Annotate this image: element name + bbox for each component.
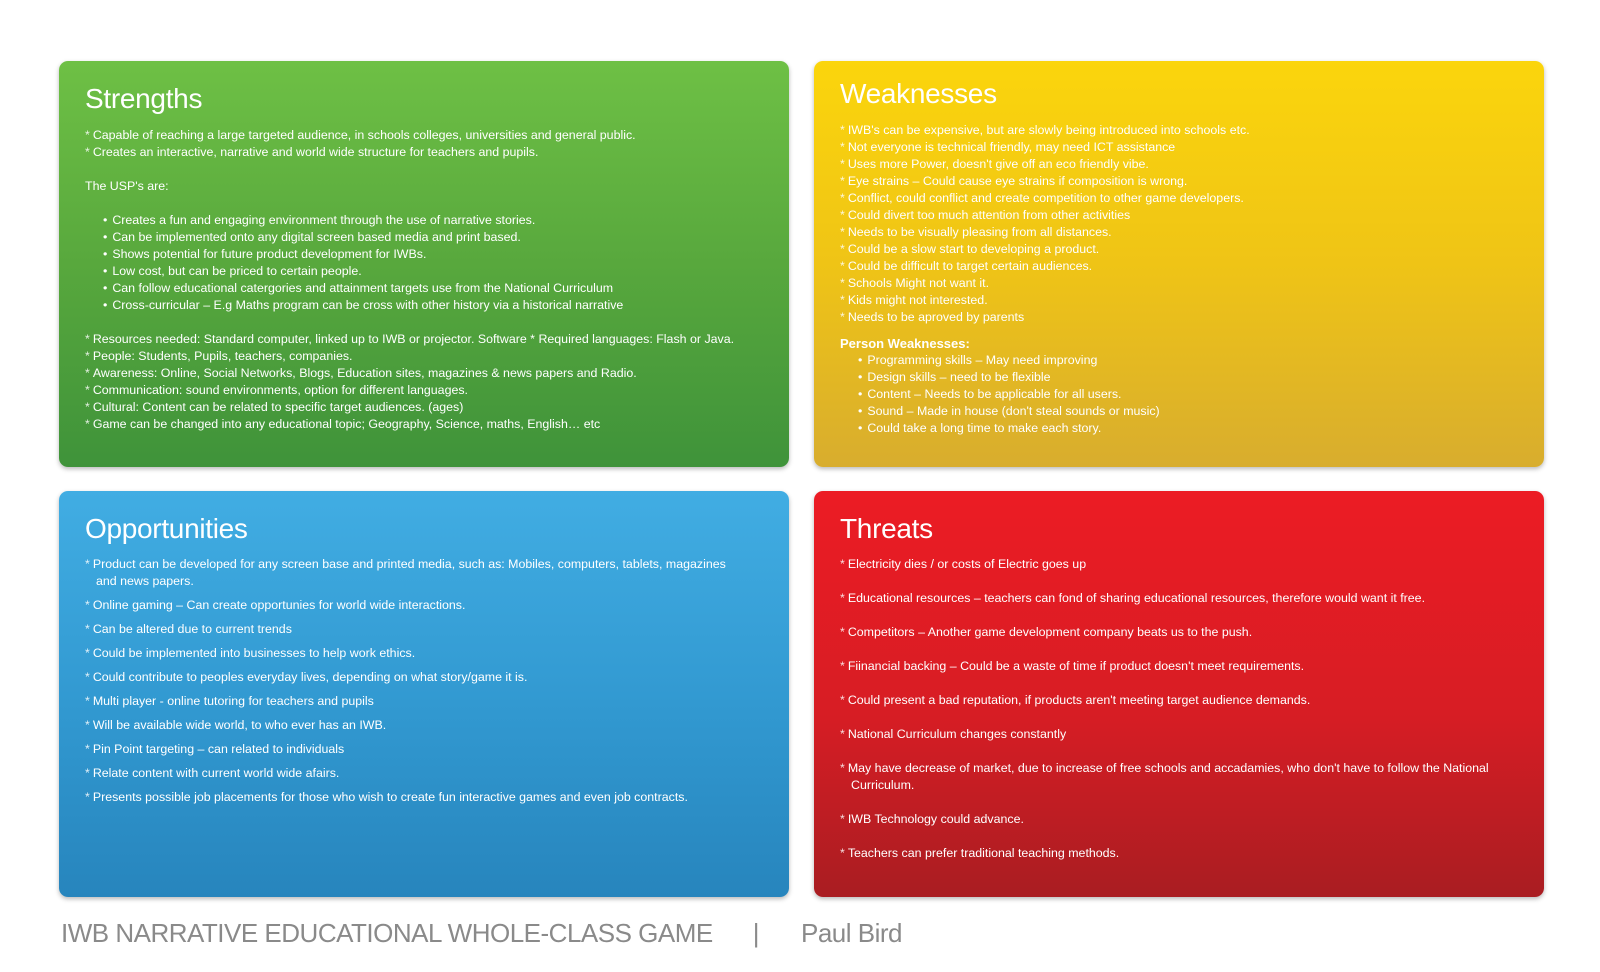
strengths-title: Strengths (85, 83, 203, 114)
weakness-item: * Could be difficult to target certain audiences. (840, 259, 1093, 273)
weakness-item: * Eye strains – Could cause eye strains if composition is wrong. (840, 174, 1188, 188)
weakness-item: * Kids might not interested. (840, 293, 988, 307)
weakness-item: * Could be a slow start to developing a product. (840, 242, 1100, 256)
opportunity-item: * Could contribute to peoples everyday lives, depending on what story/game it is. (85, 670, 528, 684)
opportunity-item: * Can be altered due to current trends (85, 622, 292, 636)
weakness-item: * Schools Might not want it. (840, 276, 990, 290)
person-weakness-item: • Content – Needs to be applicable for all users. (840, 386, 1518, 403)
footer (61, 918, 902, 949)
threat-item: * Fiinancial backing – Could be a waste of time if product doesn't meet requirements. (840, 659, 1305, 673)
threat-item: * Competitors – Another game development company beats us to the push. (840, 625, 1253, 639)
strengths-panel (59, 61, 789, 467)
weaknesses-content (840, 122, 1518, 437)
opportunity-item: * Could be implemented into businesses to help work ethics. (85, 646, 416, 660)
threat-item: * Teachers can prefer traditional teaching methods. (840, 846, 1120, 860)
opportunities-content (85, 556, 763, 806)
person-weakness-item: • Sound – Made in house (don't steal sounds or music) (840, 403, 1518, 420)
person-weakness-item: • Could take a long time to make each story. (840, 420, 1518, 437)
person-weakness-item: • Programming skills – May need improving (840, 352, 1518, 369)
usp-heading: The USP's are: (85, 179, 169, 193)
weakness-item: * Needs to be aproved by parents (840, 310, 1025, 324)
weakness-item: * Could divert too much attention from other activities (840, 208, 1131, 222)
usp-item: • Shows potential for future product development for IWBs. (85, 246, 763, 263)
threats-content (840, 556, 1518, 862)
strengths-detail-item: * Cultural: Content can be related to specific target audiences. (ages) (85, 400, 464, 414)
opportunity-item: * Pin Point targeting – can related to individuals (85, 742, 345, 756)
weaknesses-panel (814, 61, 1544, 467)
weakness-item: * Conflict, could conflict and create competition to other game developers. (840, 191, 1244, 205)
person-weakness-item: • Design skills – need to be flexible (840, 369, 1518, 386)
threat-item: * Educational resources – teachers can fond of sharing educational resources, therefore would want it free. (840, 591, 1426, 605)
threat-item: * May have decrease of market, due to increase of free schools and accadamies, who don't have to follow the National Curriculum. (840, 761, 1489, 792)
usp-item: • Can be implemented onto any digital screen based media and print based. (85, 229, 763, 246)
opportunity-item: * Relate content with current world wide afairs. (85, 766, 340, 780)
threat-item: * Could present a bad reputation, if products aren't meeting target audience demands. (840, 693, 1311, 707)
opportunity-item: * Will be available wide world, to who ever has an IWB. (85, 718, 387, 732)
opportunity-item: * Multi player - online tutoring for teachers and pupils (85, 694, 374, 708)
threat-item: * National Curriculum changes constantly (840, 727, 1067, 741)
usp-item: • Creates a fun and engaging environment through the use of narrative stories. (85, 212, 763, 229)
opportunity-item: * Presents possible job placements for those who wish to create fun interactive games and even job contracts. (85, 790, 688, 804)
threats-title: Threats (840, 513, 933, 544)
weakness-item: * Needs to be visually pleasing from all distances. (840, 225, 1112, 239)
project-title: IWB NARRATIVE EDUCATIONAL WHOLE-CLASS GAME (61, 918, 713, 948)
footer-separator: | (752, 918, 759, 948)
strengths-content (85, 127, 763, 433)
usp-item: • Can follow educational catergories and attainment targets use from the National Curriculum (85, 280, 763, 297)
strengths-detail-item: * Resources needed: Standard computer, linked up to IWB or projector. Software * Required languages: Flash or Java. (85, 332, 735, 346)
author-name: Paul Bird (801, 918, 902, 948)
opportunity-item: * Online gaming – Can create opportunies for world wide interactions. (85, 598, 466, 612)
weakness-item: * IWB's can be expensive, but are slowly being introduced into schools etc. (840, 123, 1250, 137)
strengths-detail-item: * Awareness: Online, Social Networks, Blogs, Education sites, magazines & news papers and Radio. (85, 366, 637, 380)
weaknesses-title: Weaknesses (840, 78, 997, 109)
opportunities-title: Opportunities (85, 513, 248, 544)
usp-item: • Cross-curricular – E.g Maths program can be cross with other history via a historical narrative (85, 297, 763, 314)
threat-item: * IWB Technology could advance. (840, 812, 1024, 826)
threats-panel (814, 491, 1544, 897)
usp-item: • Low cost, but can be priced to certain people. (85, 263, 763, 280)
person-weaknesses-heading: Person Weaknesses: (840, 336, 970, 351)
strengths-intro-item: * Capable of reaching a large targeted audience, in schools colleges, universities and general public. (85, 128, 636, 142)
strengths-intro-item: * Creates an interactive, narrative and world wide structure for teachers and pupils. (85, 145, 539, 159)
strengths-detail-item: * Game can be changed into any educational topic; Geography, Science, maths, English… etc (85, 417, 601, 431)
strengths-detail-item: * Communication: sound environments, option for different languages. (85, 383, 468, 397)
opportunity-item: * Product can be developed for any screen base and printed media, such as: Mobiles, computers, tablets, magazines and news papers. (85, 557, 726, 588)
strengths-detail-item: * People: Students, Pupils, teachers, companies. (85, 349, 353, 363)
opportunities-panel (59, 491, 789, 897)
weakness-item: * Not everyone is technical friendly, may need ICT assistance (840, 140, 1176, 154)
threat-item: * Electricity dies / or costs of Electric goes up (840, 557, 1087, 571)
weakness-item: * Uses more Power, doesn't give off an eco friendly vibe. (840, 157, 1149, 171)
